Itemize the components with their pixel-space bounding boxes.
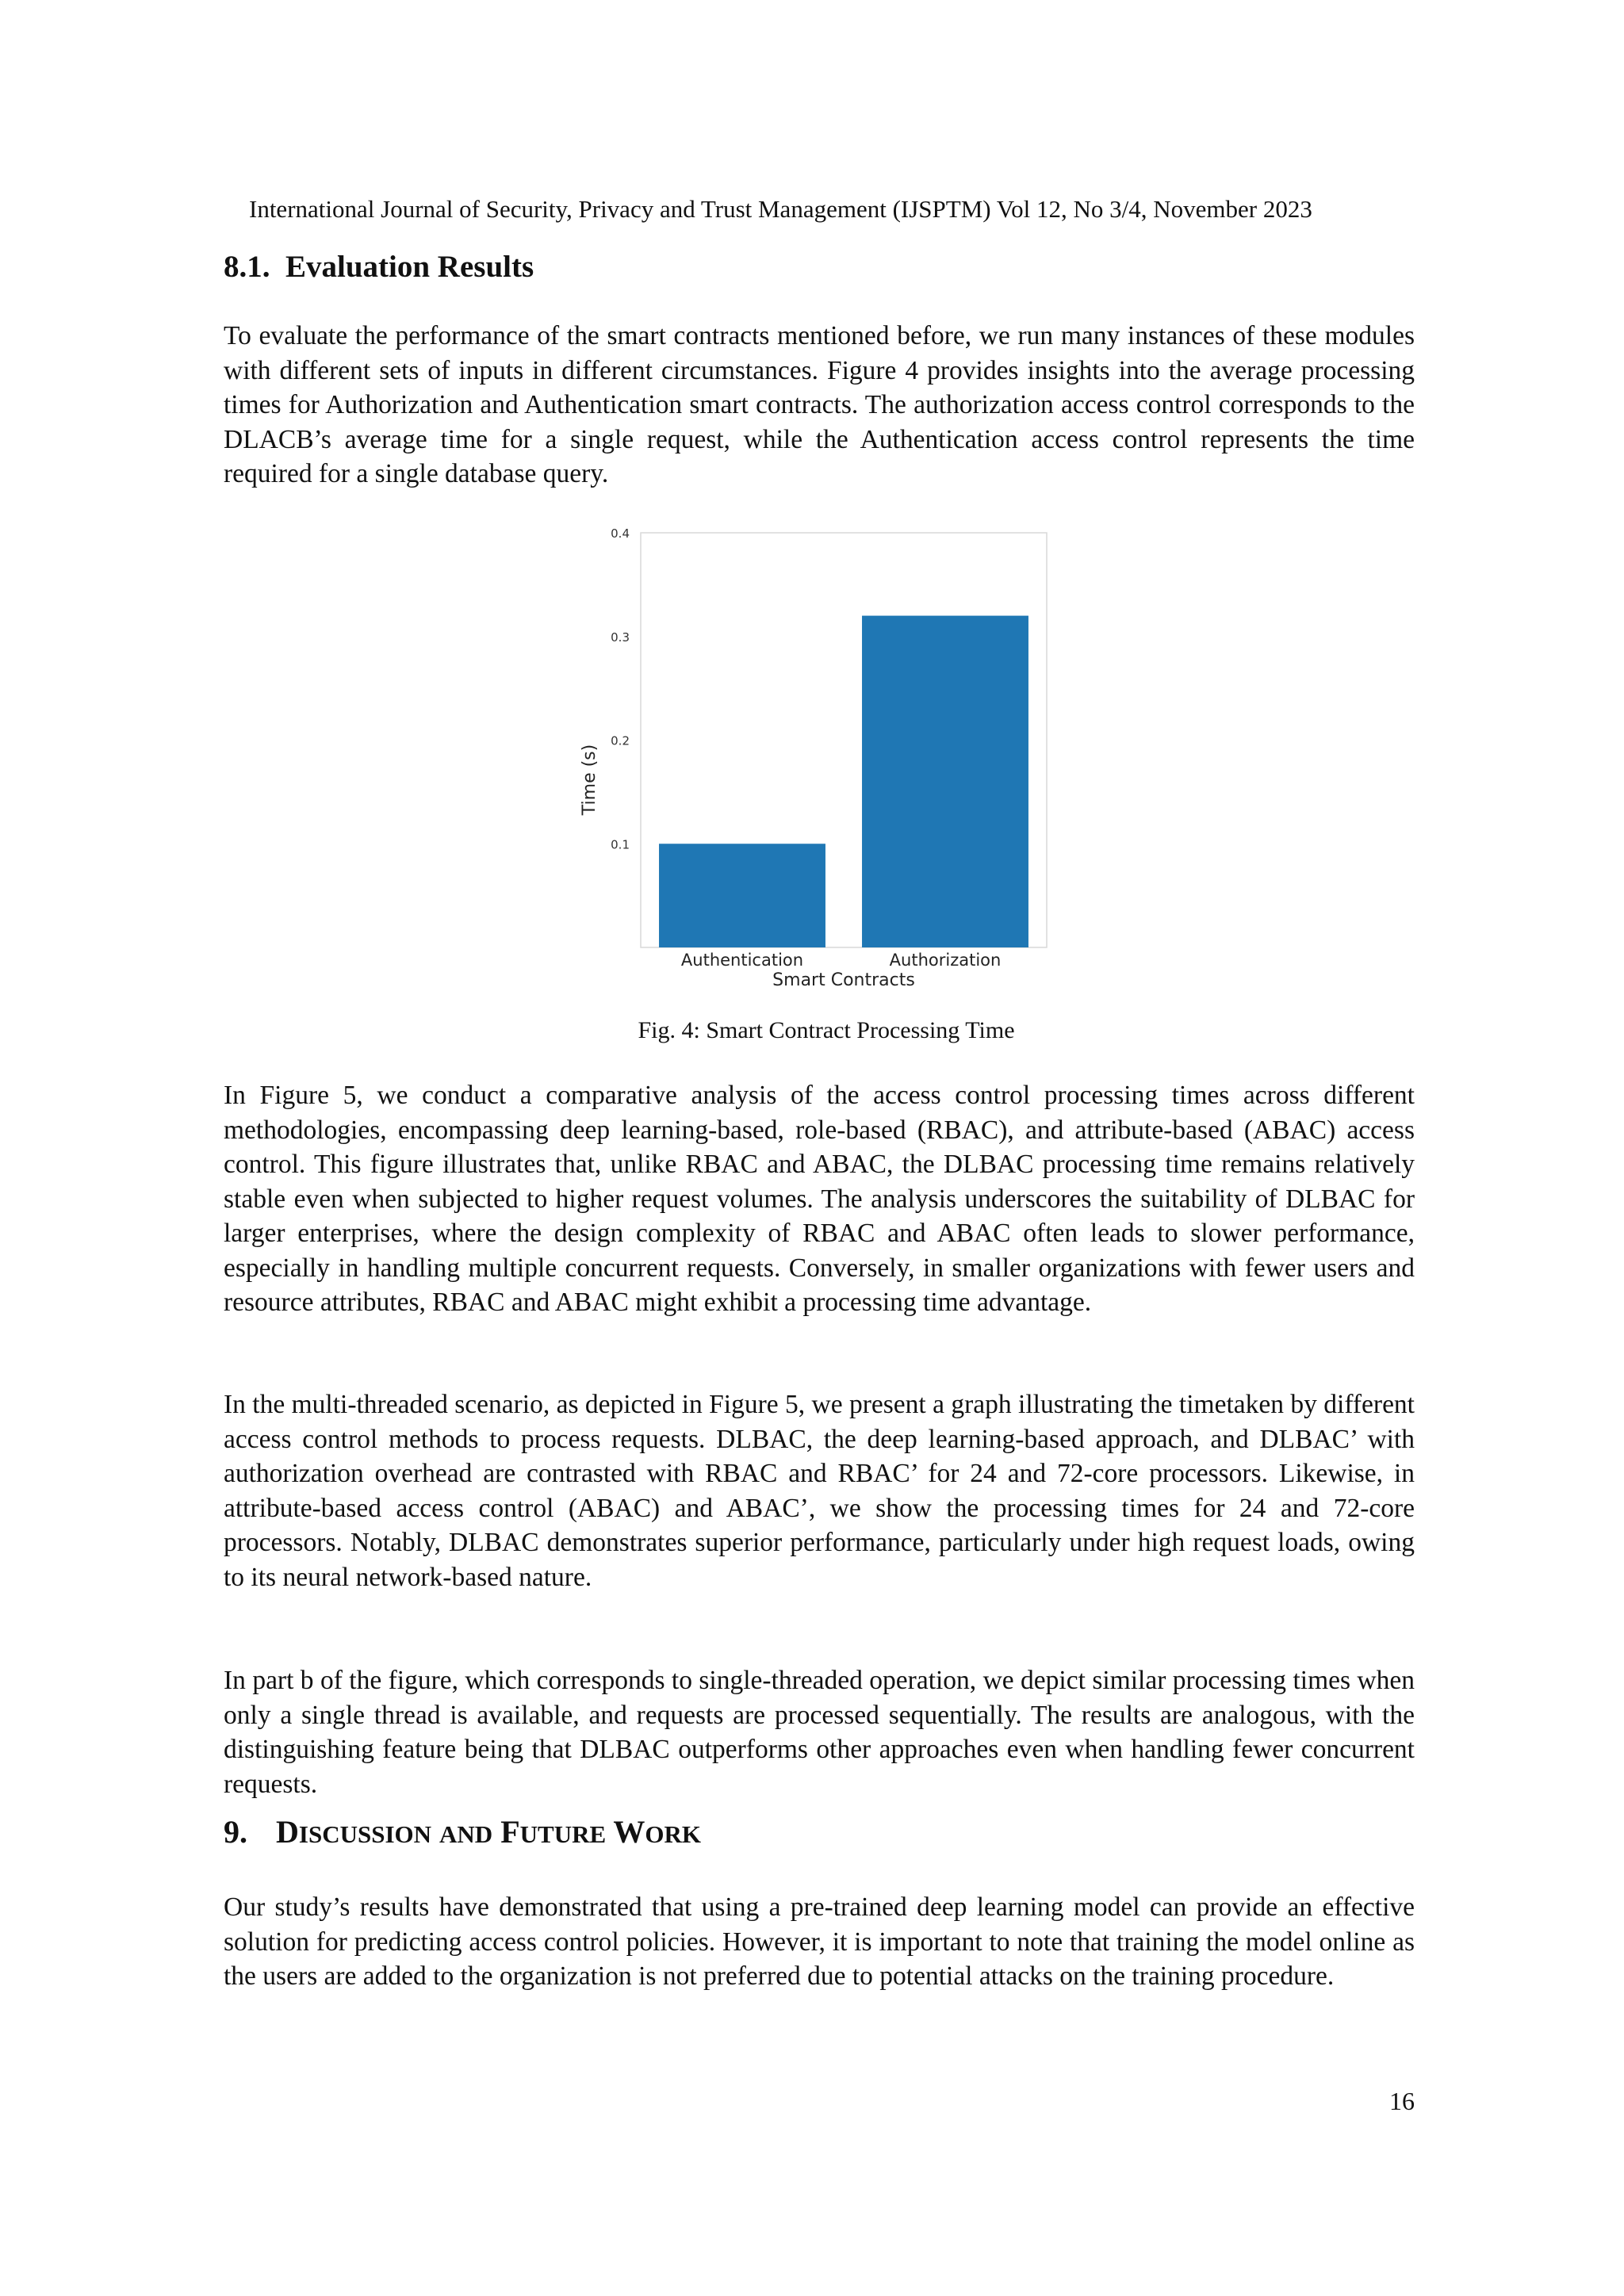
- paragraph-evaluation-intro: To evaluate the performance of the smart contracts mentioned before, we run many instances of these modules with different sets of inputs in different circumstances. Figure 4 provides insights into the average processing times for Authorization and Authentication smart contracts. The authorization access control corresponds to the DLACB’s average time for a single request, while the Authentication access control represents the time required for a single database query.: [224, 321, 1415, 488]
- section-heading-9: [224, 1812, 701, 1854]
- title-initial: W: [613, 1814, 645, 1850]
- section-title: Evaluation Results: [285, 250, 534, 284]
- section-number: 8.1.: [224, 250, 270, 284]
- bar-authorization: [862, 616, 1028, 947]
- y-tick-label: 0.1: [611, 837, 630, 852]
- title-smallcaps: UTURE: [519, 1820, 607, 1848]
- title-smallcaps: ORK: [645, 1820, 702, 1848]
- x-axis-label: Smart Contracts: [772, 970, 915, 990]
- y-tick-label: 0.4: [611, 526, 630, 541]
- section-heading-8-1: [224, 248, 534, 286]
- paragraph-multithreaded: In the multi-threaded scenario, as depicted in Figure 5, we present a graph illustrating the timetaken by different access control methods to process requests. DLBAC, the deep learning-based approach, and DLBAC’ with authorization overhead are contrasted with RBAC and RBAC’ for 24 and 72-core processors. Likewise, in attribute-based access control (ABAC) and ABAC’, we show the processing times for 24 and 72-core processors. Notably, DLBAC demonstrates superior performance, particularly under high request loads, owing to its neural network-based nature.: [224, 1390, 1415, 1592]
- page-number: 16: [1389, 2087, 1415, 2115]
- x-tick-label: Authentication: [680, 951, 804, 970]
- paragraph-figure5-comparison: In Figure 5, we conduct a comparative analysis of the access control processing times across different methodologies, encompassing deep learning-based, role-based (RBAC), and attribute-based (ABAC) access control. This figure illustrates that, unlike RBAC and ABAC, the DLBAC processing time remains relatively stable even when subjected to higher request volumes. The analysis underscores the suitability of DLBAC for larger enterprises, where the design complexity of RBAC and ABAC often leads to slower performance, especially in handling multiple concurrent requests. Conversely, in smaller organizations with fewer users and resource attributes, RBAC and ABAC might exhibit a processing time advantage.: [224, 1081, 1415, 1317]
- y-tick-label: 0.3: [611, 629, 630, 645]
- y-tick-label: 0.2: [611, 733, 630, 748]
- running-header: International Journal of Security, Privacy and Trust Management (IJSPTM) Vol 12, No 3/4, November 2023: [249, 195, 1312, 223]
- section-number: 9.: [224, 1814, 247, 1850]
- figure-caption: Fig. 4: Smart Contract Processing Time: [638, 1017, 1015, 1043]
- title-initial: F: [500, 1814, 520, 1850]
- paragraph-singlethreaded: In part b of the figure, which corresponds to single-threaded operation, we depict similar processing times when only a single thread is available, and requests are processed sequentially. The results are analogous, with the distinguishing feature being that DLBAC outperforms other approaches even when handling fewer concurrent requests.: [224, 1666, 1415, 1799]
- figure-4: [571, 515, 1063, 1007]
- y-axis-label: Time (s): [580, 744, 599, 816]
- paragraph-discussion: Our study’s results have demonstrated that using a pre-trained deep learning model can provide an effective solution for predicting access control policies. However, it is important to note that training the model online as the users are added to the organization is not preferred due to potential attacks on the training procedure.: [224, 1892, 1415, 1991]
- title-smallcaps: ISCUSSION: [298, 1820, 432, 1848]
- bar-chart: [571, 515, 1063, 1007]
- title-smallcaps: AND: [439, 1820, 493, 1848]
- title-initial: D: [276, 1814, 299, 1850]
- bar-authentication: [659, 844, 825, 947]
- x-tick-label: Authorization: [889, 951, 1002, 970]
